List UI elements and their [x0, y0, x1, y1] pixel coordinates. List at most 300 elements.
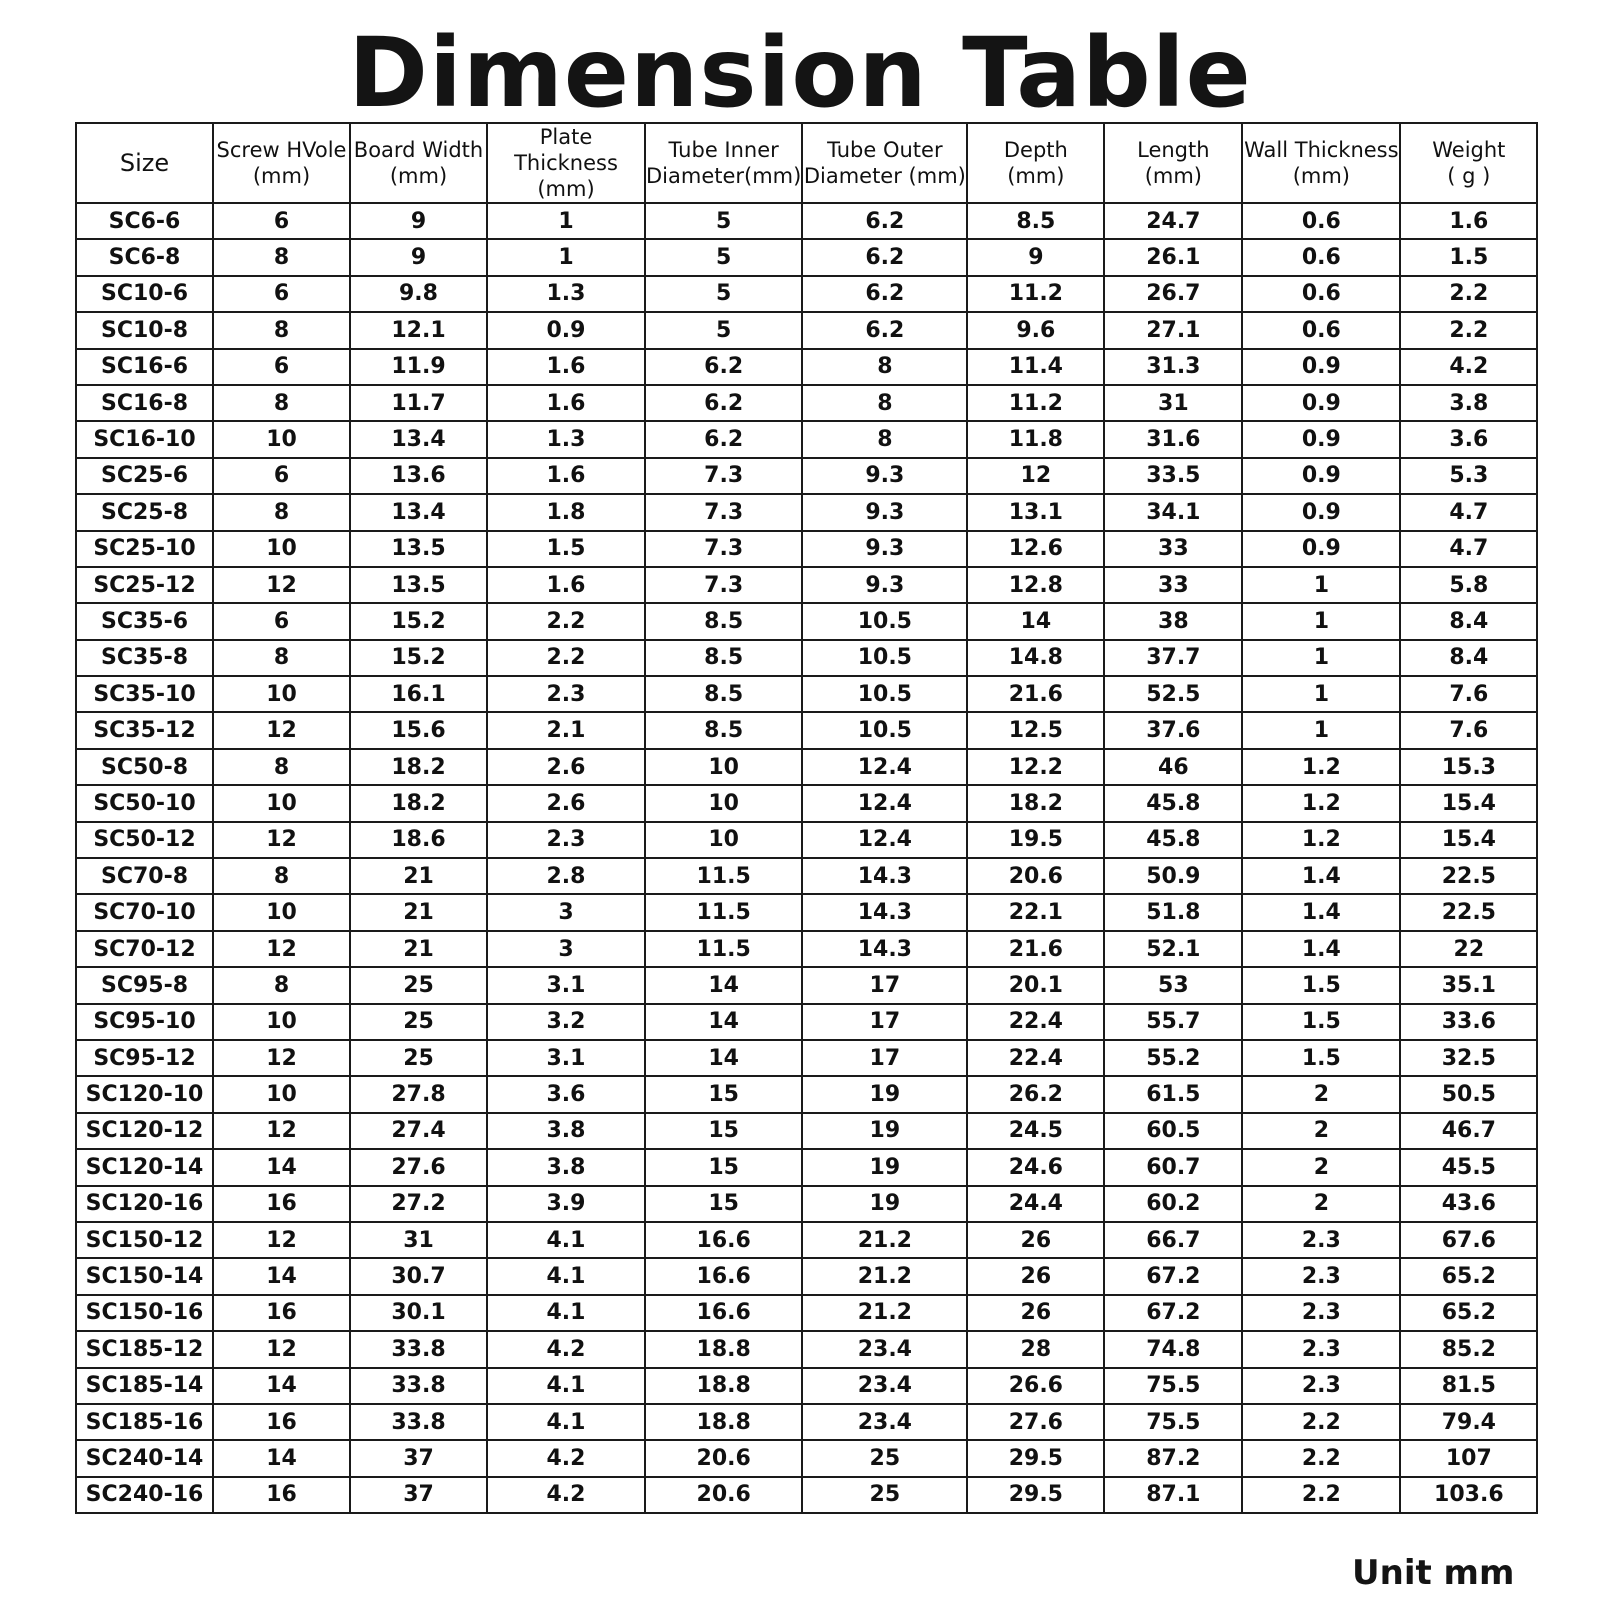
value-cell: 9.3: [802, 458, 967, 494]
value-cell: 21: [350, 858, 487, 894]
value-cell: 67.6: [1400, 1222, 1537, 1258]
value-cell: 0.9: [1242, 349, 1400, 385]
size-cell: SC16-10: [76, 421, 213, 457]
value-cell: 10: [213, 531, 350, 567]
value-cell: 2.6: [487, 749, 645, 785]
value-cell: 66.7: [1104, 1222, 1242, 1258]
value-cell: 18.2: [350, 749, 487, 785]
table-row: [76, 749, 1537, 785]
value-cell: 2: [1242, 1113, 1400, 1149]
value-cell: 2.3: [1242, 1331, 1400, 1367]
value-cell: 8.5: [645, 640, 802, 676]
value-cell: 2.2: [487, 640, 645, 676]
value-cell: 2.2: [1242, 1477, 1400, 1513]
value-cell: 50.5: [1400, 1076, 1537, 1112]
value-cell: 74.8: [1104, 1331, 1242, 1367]
value-cell: 61.5: [1104, 1076, 1242, 1112]
value-cell: 8: [213, 640, 350, 676]
value-cell: 10: [213, 894, 350, 930]
value-cell: 2.8: [487, 858, 645, 894]
value-cell: 9: [350, 203, 487, 239]
value-cell: 19: [802, 1186, 967, 1222]
column-header-line1: Plate Thickness: [514, 125, 618, 175]
value-cell: 13.5: [350, 567, 487, 603]
value-cell: 37: [350, 1440, 487, 1476]
value-cell: 10.5: [802, 640, 967, 676]
value-cell: 14.3: [802, 931, 967, 967]
value-cell: 2.2: [487, 603, 645, 639]
value-cell: 2.3: [487, 676, 645, 712]
value-cell: 55.2: [1104, 1040, 1242, 1076]
value-cell: 22.5: [1400, 894, 1537, 930]
value-cell: 2.6: [487, 785, 645, 821]
value-cell: 8: [213, 494, 350, 530]
table-row: [76, 1113, 1537, 1149]
value-cell: 0.9: [1242, 494, 1400, 530]
value-cell: 26.7: [1104, 276, 1242, 312]
value-cell: 26: [967, 1222, 1104, 1258]
value-cell: 4.1: [487, 1222, 645, 1258]
value-cell: 27.8: [350, 1076, 487, 1112]
size-cell: SC150-14: [76, 1258, 213, 1294]
value-cell: 75.5: [1104, 1404, 1242, 1440]
value-cell: 10.5: [802, 603, 967, 639]
value-cell: 2.2: [1400, 312, 1537, 348]
value-cell: 15: [645, 1076, 802, 1112]
table-row: [76, 239, 1537, 275]
size-cell: SC50-12: [76, 822, 213, 858]
value-cell: 14.3: [802, 858, 967, 894]
table-body: [76, 203, 1537, 1513]
column-header-line1: Tube Outer: [827, 138, 943, 162]
value-cell: 14.8: [967, 640, 1104, 676]
value-cell: 7.3: [645, 494, 802, 530]
value-cell: 28: [967, 1331, 1104, 1367]
value-cell: 16: [213, 1186, 350, 1222]
value-cell: 10.5: [802, 712, 967, 748]
value-cell: 1.6: [487, 349, 645, 385]
column-header-line2: (mm): [1292, 164, 1350, 188]
value-cell: 3.1: [487, 1040, 645, 1076]
column-header-line1: Depth: [1003, 138, 1068, 162]
value-cell: 21.6: [967, 931, 1104, 967]
value-cell: 15.4: [1400, 822, 1537, 858]
value-cell: 11.9: [350, 349, 487, 385]
column-header-line2: (mm): [389, 164, 448, 188]
value-cell: 38: [1104, 603, 1242, 639]
value-cell: 12: [213, 1331, 350, 1367]
value-cell: 7.6: [1400, 712, 1537, 748]
column-header-line1: Board Width: [353, 138, 484, 162]
value-cell: 11.8: [967, 421, 1104, 457]
value-cell: 20.1: [967, 967, 1104, 1003]
column-header-line1: Size: [119, 149, 170, 177]
value-cell: 67.2: [1104, 1295, 1242, 1331]
value-cell: 7.3: [645, 567, 802, 603]
table-row: [76, 967, 1537, 1003]
size-cell: SC6-6: [76, 203, 213, 239]
value-cell: 12: [213, 1222, 350, 1258]
value-cell: 8: [213, 967, 350, 1003]
value-cell: 20.6: [645, 1477, 802, 1513]
value-cell: 0.9: [1242, 421, 1400, 457]
value-cell: 45.8: [1104, 785, 1242, 821]
value-cell: 12.2: [967, 749, 1104, 785]
value-cell: 37.7: [1104, 640, 1242, 676]
value-cell: 5: [645, 312, 802, 348]
value-cell: 7.3: [645, 531, 802, 567]
value-cell: 2.3: [487, 822, 645, 858]
value-cell: 10: [213, 785, 350, 821]
value-cell: 18.8: [645, 1404, 802, 1440]
value-cell: 2: [1242, 1149, 1400, 1185]
value-cell: 8.5: [645, 712, 802, 748]
value-cell: 1: [1242, 676, 1400, 712]
column-header-line2: (mm): [537, 177, 595, 201]
value-cell: 17: [802, 1040, 967, 1076]
page-title: Dimension Table: [348, 17, 1252, 129]
table-row: [76, 858, 1537, 894]
value-cell: 14: [967, 603, 1104, 639]
value-cell: 19.5: [967, 822, 1104, 858]
value-cell: 3.8: [487, 1149, 645, 1185]
table-row: [76, 567, 1537, 603]
value-cell: 23.4: [802, 1331, 967, 1367]
value-cell: 1: [1242, 567, 1400, 603]
value-cell: 33.8: [350, 1331, 487, 1367]
value-cell: 53: [1104, 967, 1242, 1003]
value-cell: 6: [213, 276, 350, 312]
value-cell: 3.8: [487, 1113, 645, 1149]
value-cell: 2.3: [1242, 1295, 1400, 1331]
value-cell: 46: [1104, 749, 1242, 785]
value-cell: 87.2: [1104, 1440, 1242, 1476]
value-cell: 21.2: [802, 1258, 967, 1294]
size-cell: SC70-12: [76, 931, 213, 967]
value-cell: 20.6: [645, 1440, 802, 1476]
value-cell: 4.2: [487, 1440, 645, 1476]
value-cell: 3.6: [1400, 421, 1537, 457]
value-cell: 31.3: [1104, 349, 1242, 385]
value-cell: 6.2: [645, 421, 802, 457]
table-row: [76, 603, 1537, 639]
value-cell: 14: [645, 1004, 802, 1040]
value-cell: 33: [1104, 531, 1242, 567]
value-cell: 14: [213, 1368, 350, 1404]
table-row: [76, 1331, 1537, 1367]
size-cell: SC120-10: [76, 1076, 213, 1112]
value-cell: 1.6: [1400, 203, 1537, 239]
value-cell: 0.6: [1242, 276, 1400, 312]
value-cell: 12: [213, 931, 350, 967]
column-header-line2: (mm): [252, 164, 311, 188]
value-cell: 12: [213, 822, 350, 858]
value-cell: 1.5: [1242, 1004, 1400, 1040]
value-cell: 4.1: [487, 1368, 645, 1404]
value-cell: 22.4: [967, 1004, 1104, 1040]
size-cell: SC10-6: [76, 276, 213, 312]
size-cell: SC6-8: [76, 239, 213, 275]
value-cell: 22.1: [967, 894, 1104, 930]
value-cell: 9: [350, 239, 487, 275]
value-cell: 6.2: [802, 276, 967, 312]
column-header-line2: Diameter (mm): [803, 164, 966, 188]
header-row: [76, 123, 1537, 203]
value-cell: 23.4: [802, 1368, 967, 1404]
value-cell: 45.8: [1104, 822, 1242, 858]
size-cell: SC240-14: [76, 1440, 213, 1476]
value-cell: 107: [1400, 1440, 1537, 1476]
table-row: [76, 712, 1537, 748]
value-cell: 8: [213, 385, 350, 421]
size-cell: SC16-8: [76, 385, 213, 421]
value-cell: 33.8: [350, 1404, 487, 1440]
value-cell: 16.6: [645, 1258, 802, 1294]
table-row: [76, 458, 1537, 494]
value-cell: 21.2: [802, 1222, 967, 1258]
size-cell: SC240-16: [76, 1477, 213, 1513]
value-cell: 19: [802, 1076, 967, 1112]
size-cell: SC120-14: [76, 1149, 213, 1185]
table-row: [76, 531, 1537, 567]
value-cell: 25: [350, 1004, 487, 1040]
value-cell: 8: [802, 349, 967, 385]
table-row: [76, 931, 1537, 967]
value-cell: 8: [213, 239, 350, 275]
size-cell: SC120-12: [76, 1113, 213, 1149]
value-cell: 21: [350, 894, 487, 930]
value-cell: 81.5: [1400, 1368, 1537, 1404]
value-cell: 10: [645, 822, 802, 858]
column-header: [213, 123, 350, 203]
table-row: [76, 1149, 1537, 1185]
column-header-line1: Tube Inner: [668, 138, 779, 162]
value-cell: 7.6: [1400, 676, 1537, 712]
value-cell: 52.5: [1104, 676, 1242, 712]
table-row: [76, 1295, 1537, 1331]
value-cell: 12: [213, 567, 350, 603]
value-cell: 8: [802, 385, 967, 421]
value-cell: 35.1: [1400, 967, 1537, 1003]
value-cell: 4.2: [1400, 349, 1537, 385]
table-row: [76, 1258, 1537, 1294]
value-cell: 1.2: [1242, 822, 1400, 858]
value-cell: 15.3: [1400, 749, 1537, 785]
table-row: [76, 494, 1537, 530]
value-cell: 26: [967, 1295, 1104, 1331]
value-cell: 9.8: [350, 276, 487, 312]
value-cell: 14: [645, 967, 802, 1003]
value-cell: 15.6: [350, 712, 487, 748]
size-cell: SC120-16: [76, 1186, 213, 1222]
value-cell: 52.1: [1104, 931, 1242, 967]
value-cell: 12: [213, 712, 350, 748]
value-cell: 22.5: [1400, 858, 1537, 894]
size-cell: SC35-8: [76, 640, 213, 676]
value-cell: 16: [213, 1295, 350, 1331]
size-cell: SC35-12: [76, 712, 213, 748]
value-cell: 13.5: [350, 531, 487, 567]
value-cell: 11.7: [350, 385, 487, 421]
value-cell: 1.3: [487, 276, 645, 312]
value-cell: 5: [645, 203, 802, 239]
table-header: [76, 123, 1537, 203]
value-cell: 10: [645, 749, 802, 785]
value-cell: 31: [350, 1222, 487, 1258]
value-cell: 8: [213, 312, 350, 348]
value-cell: 24.7: [1104, 203, 1242, 239]
value-cell: 25: [350, 967, 487, 1003]
table-row: [76, 1004, 1537, 1040]
value-cell: 27.2: [350, 1186, 487, 1222]
value-cell: 14: [213, 1149, 350, 1185]
value-cell: 21.2: [802, 1295, 967, 1331]
value-cell: 3.9: [487, 1186, 645, 1222]
value-cell: 79.4: [1400, 1404, 1537, 1440]
column-header: [350, 123, 487, 203]
size-cell: SC70-8: [76, 858, 213, 894]
value-cell: 9: [967, 239, 1104, 275]
value-cell: 2.3: [1242, 1258, 1400, 1294]
dimension-table: [75, 122, 1538, 1514]
value-cell: 16.1: [350, 676, 487, 712]
value-cell: 13.4: [350, 421, 487, 457]
value-cell: 46.7: [1400, 1113, 1537, 1149]
value-cell: 33: [1104, 567, 1242, 603]
value-cell: 3: [487, 931, 645, 967]
size-cell: SC150-12: [76, 1222, 213, 1258]
column-header-line1: Length: [1137, 138, 1210, 162]
value-cell: 6.2: [645, 349, 802, 385]
size-cell: SC70-10: [76, 894, 213, 930]
value-cell: 10.5: [802, 676, 967, 712]
value-cell: 10: [213, 676, 350, 712]
value-cell: 0.6: [1242, 239, 1400, 275]
value-cell: 85.2: [1400, 1331, 1537, 1367]
value-cell: 1: [1242, 603, 1400, 639]
value-cell: 32.5: [1400, 1040, 1537, 1076]
value-cell: 13.4: [350, 494, 487, 530]
size-cell: SC95-12: [76, 1040, 213, 1076]
table-row: [76, 822, 1537, 858]
value-cell: 31.6: [1104, 421, 1242, 457]
value-cell: 12.4: [802, 749, 967, 785]
value-cell: 15.2: [350, 603, 487, 639]
value-cell: 9.3: [802, 531, 967, 567]
value-cell: 6: [213, 603, 350, 639]
value-cell: 11.2: [967, 276, 1104, 312]
value-cell: 4.2: [487, 1477, 645, 1513]
column-header: [76, 123, 213, 203]
value-cell: 8: [213, 749, 350, 785]
table-row: [76, 1368, 1537, 1404]
value-cell: 1.6: [487, 385, 645, 421]
value-cell: 6: [213, 349, 350, 385]
size-cell: SC25-12: [76, 567, 213, 603]
table-row: [76, 1076, 1537, 1112]
value-cell: 103.6: [1400, 1477, 1537, 1513]
size-cell: SC185-16: [76, 1404, 213, 1440]
value-cell: 7.3: [645, 458, 802, 494]
value-cell: 1.4: [1242, 931, 1400, 967]
size-cell: SC35-10: [76, 676, 213, 712]
value-cell: 0.9: [1242, 385, 1400, 421]
value-cell: 25: [350, 1040, 487, 1076]
table-row: [76, 1440, 1537, 1476]
value-cell: 12: [213, 1040, 350, 1076]
value-cell: 22: [1400, 931, 1537, 967]
table-row: [76, 1040, 1537, 1076]
size-cell: SC50-8: [76, 749, 213, 785]
value-cell: 13.1: [967, 494, 1104, 530]
value-cell: 10: [213, 421, 350, 457]
table-row: [76, 1404, 1537, 1440]
value-cell: 2: [1242, 1076, 1400, 1112]
value-cell: 65.2: [1400, 1258, 1537, 1294]
value-cell: 12.5: [967, 712, 1104, 748]
value-cell: 18.8: [645, 1331, 802, 1367]
value-cell: 26: [967, 1258, 1104, 1294]
value-cell: 1: [487, 239, 645, 275]
value-cell: 16: [213, 1477, 350, 1513]
value-cell: 5: [645, 276, 802, 312]
value-cell: 23.4: [802, 1404, 967, 1440]
value-cell: 2.2: [1242, 1404, 1400, 1440]
size-cell: SC25-6: [76, 458, 213, 494]
value-cell: 12.4: [802, 785, 967, 821]
value-cell: 60.2: [1104, 1186, 1242, 1222]
value-cell: 21.6: [967, 676, 1104, 712]
value-cell: 0.9: [487, 312, 645, 348]
size-cell: SC185-12: [76, 1331, 213, 1367]
value-cell: 5: [645, 239, 802, 275]
value-cell: 10: [645, 785, 802, 821]
value-cell: 45.5: [1400, 1149, 1537, 1185]
value-cell: 19: [802, 1149, 967, 1185]
value-cell: 1.2: [1242, 785, 1400, 821]
table-row: [76, 894, 1537, 930]
value-cell: 1.6: [487, 458, 645, 494]
value-cell: 26.2: [967, 1076, 1104, 1112]
value-cell: 18.2: [967, 785, 1104, 821]
value-cell: 1.3: [487, 421, 645, 457]
value-cell: 4.1: [487, 1295, 645, 1331]
value-cell: 15.2: [350, 640, 487, 676]
value-cell: 33.6: [1400, 1004, 1537, 1040]
value-cell: 30.7: [350, 1258, 487, 1294]
value-cell: 0.9: [1242, 458, 1400, 494]
value-cell: 87.1: [1104, 1477, 1242, 1513]
column-header: [967, 123, 1104, 203]
table-row: [76, 1222, 1537, 1258]
size-cell: SC95-8: [76, 967, 213, 1003]
value-cell: 29.5: [967, 1477, 1104, 1513]
value-cell: 11.2: [967, 385, 1104, 421]
value-cell: 1: [487, 203, 645, 239]
column-header: [1400, 123, 1537, 203]
value-cell: 10: [213, 1004, 350, 1040]
column-header: [487, 123, 645, 203]
size-cell: SC185-14: [76, 1368, 213, 1404]
value-cell: 8: [802, 421, 967, 457]
value-cell: 55.7: [1104, 1004, 1242, 1040]
unit-note: Unit mm: [1352, 1553, 1515, 1593]
value-cell: 1.5: [1242, 1040, 1400, 1076]
value-cell: 10: [213, 1076, 350, 1112]
value-cell: 14: [213, 1258, 350, 1294]
column-header-line2: (mm): [1007, 164, 1065, 188]
value-cell: 31: [1104, 385, 1242, 421]
